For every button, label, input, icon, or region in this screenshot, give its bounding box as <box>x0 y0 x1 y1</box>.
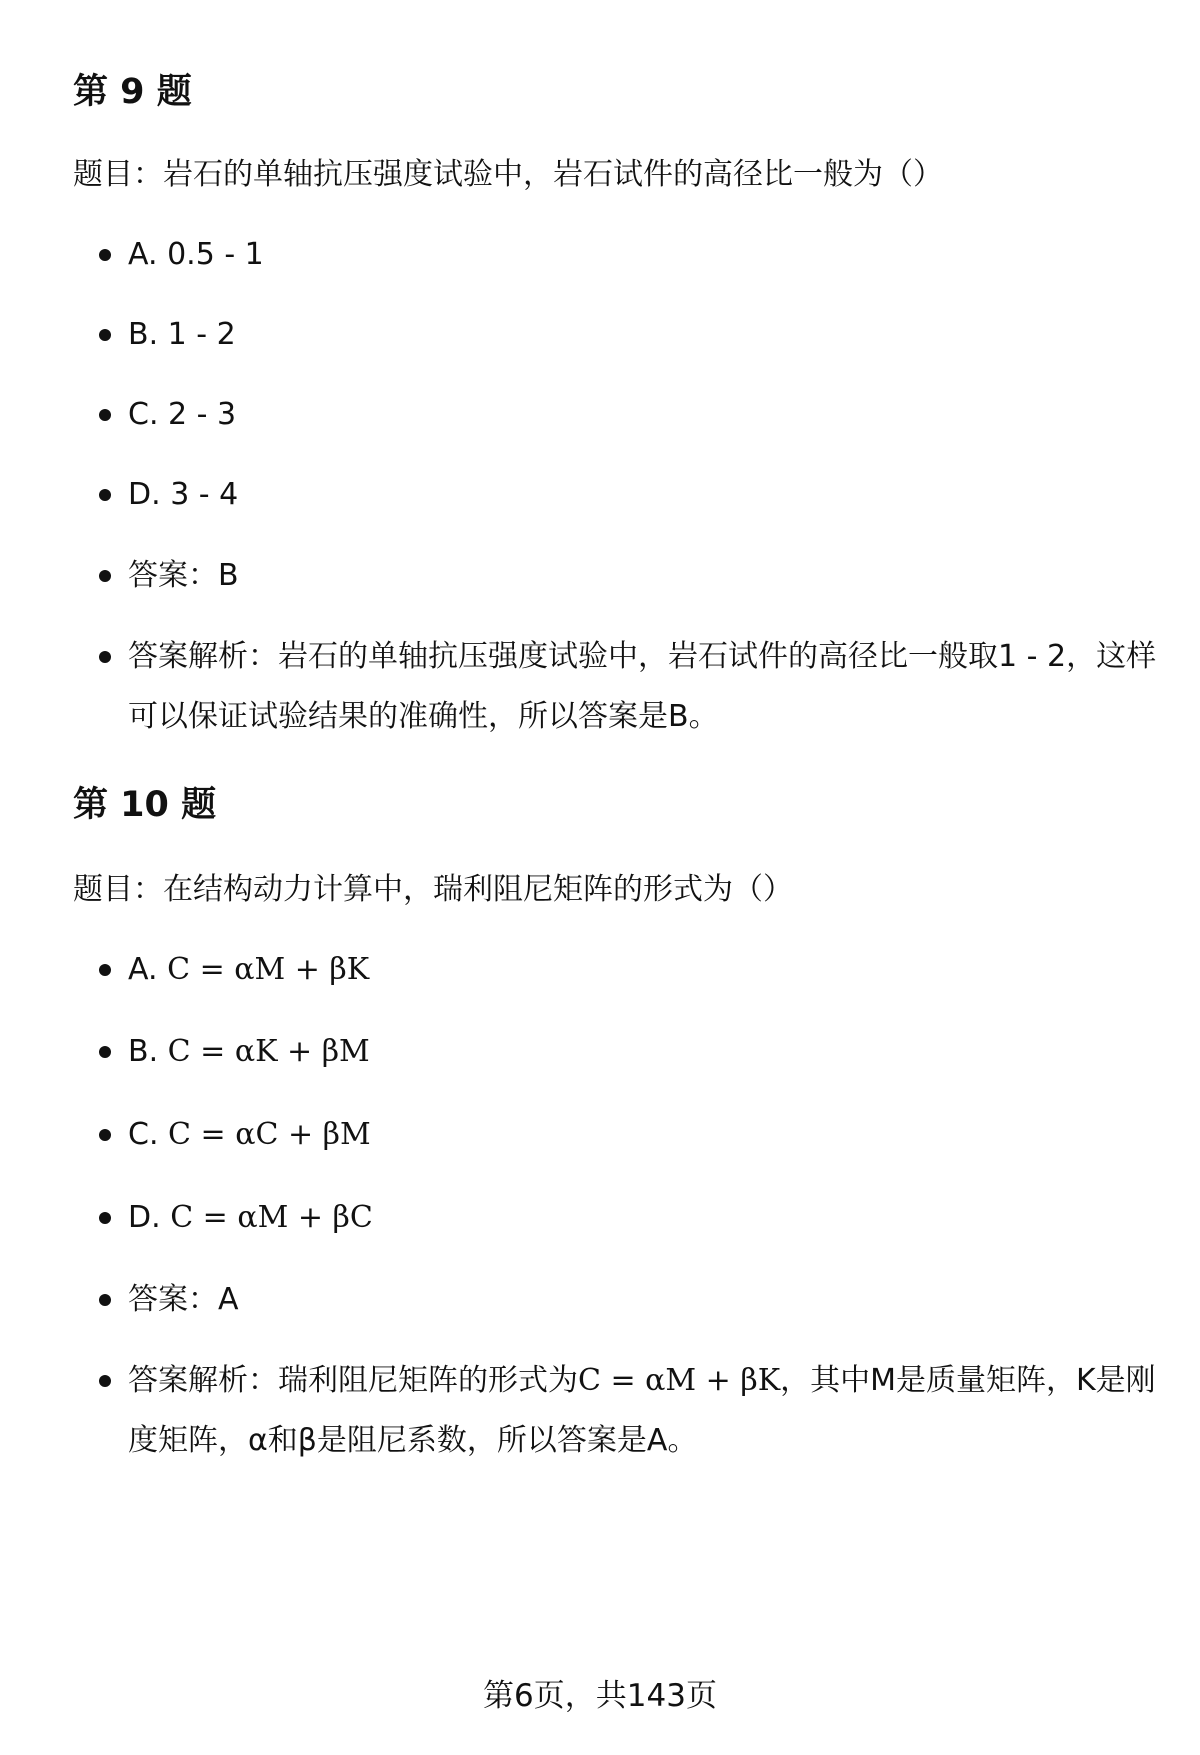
option-formula: C = αM + βC <box>170 1200 373 1235</box>
bullet-icon <box>99 1375 111 1387</box>
bullet-icon <box>99 1129 111 1141</box>
option-text: 3 - 4 <box>170 477 239 512</box>
page-number-footer: 第6页，共143页 <box>483 1678 717 1714</box>
question-10-option-d <box>128 1188 1148 1248</box>
question-10-analysis <box>128 1351 1156 1471</box>
analysis-line-1 <box>128 1351 1156 1411</box>
option-prefix: D. <box>128 1200 171 1235</box>
question-10-answer <box>128 1270 1148 1330</box>
question-10-stem: 题目：在结构动力计算中，瑞利阻尼矩阵的形式为（） <box>73 872 793 907</box>
option-text: 0.5 - 1 <box>167 237 264 272</box>
option-prefix: D. <box>128 477 171 512</box>
question-9-stem: 题目：岩石的单轴抗压强度试验中，岩石试件的高径比一般为（） <box>73 157 943 192</box>
option-prefix: C. <box>128 397 169 432</box>
question-9-title: 第 9 题 <box>73 72 192 112</box>
question-9-option-d <box>128 465 1148 525</box>
option-formula: C = αK + βM <box>167 1034 370 1069</box>
question-9-option-b <box>128 305 1148 365</box>
bullet-icon <box>99 1046 111 1058</box>
question-10-option-c <box>128 1105 1148 1165</box>
bullet-icon <box>99 570 111 582</box>
bullet-icon <box>99 964 111 976</box>
question-10-option-b <box>128 1022 1148 1082</box>
analysis-formula: C = αM + βK <box>578 1363 781 1398</box>
question-9-option-a <box>128 225 1148 285</box>
question-10-title: 第 10 题 <box>73 785 217 825</box>
bullet-icon <box>99 329 111 341</box>
question-9-analysis <box>128 627 1157 747</box>
analysis-line-2: 度矩阵，α和β是阻尼系数，所以答案是A。 <box>128 1423 698 1458</box>
bullet-icon <box>99 1212 111 1224</box>
bullet-icon <box>99 651 111 663</box>
option-formula: C = αM + βK <box>167 952 370 987</box>
option-text: 1 - 2 <box>167 317 236 352</box>
option-text: 2 - 3 <box>168 397 237 432</box>
question-9-answer <box>128 546 1148 606</box>
option-prefix: B. <box>128 1034 168 1069</box>
option-prefix: A. <box>128 952 168 987</box>
analysis-line-1: 答案解析：岩石的单轴抗压强度试验中，岩石试件的高径比一般取1 - 2，这样 <box>128 639 1157 674</box>
answer-text: 答案：A <box>128 1282 239 1317</box>
option-prefix: B. <box>128 317 168 352</box>
analysis-text: 答案解析：瑞利阻尼矩阵的形式为 <box>128 1363 578 1398</box>
question-10-option-a <box>128 940 1148 1000</box>
analysis-line-2: 可以保证试验结果的准确性，所以答案是B。 <box>128 699 719 734</box>
bullet-icon <box>99 1294 111 1306</box>
option-prefix: A. <box>128 237 168 272</box>
answer-text: 答案：B <box>128 558 239 593</box>
analysis-text: ，其中M是质量矩阵，K是刚 <box>780 1363 1156 1398</box>
bullet-icon <box>99 489 111 501</box>
bullet-icon <box>99 409 111 421</box>
question-9-option-c <box>128 385 1148 445</box>
option-prefix: C. <box>128 1117 169 1152</box>
bullet-icon <box>99 249 111 261</box>
option-formula: C = αC + βM <box>168 1117 371 1152</box>
